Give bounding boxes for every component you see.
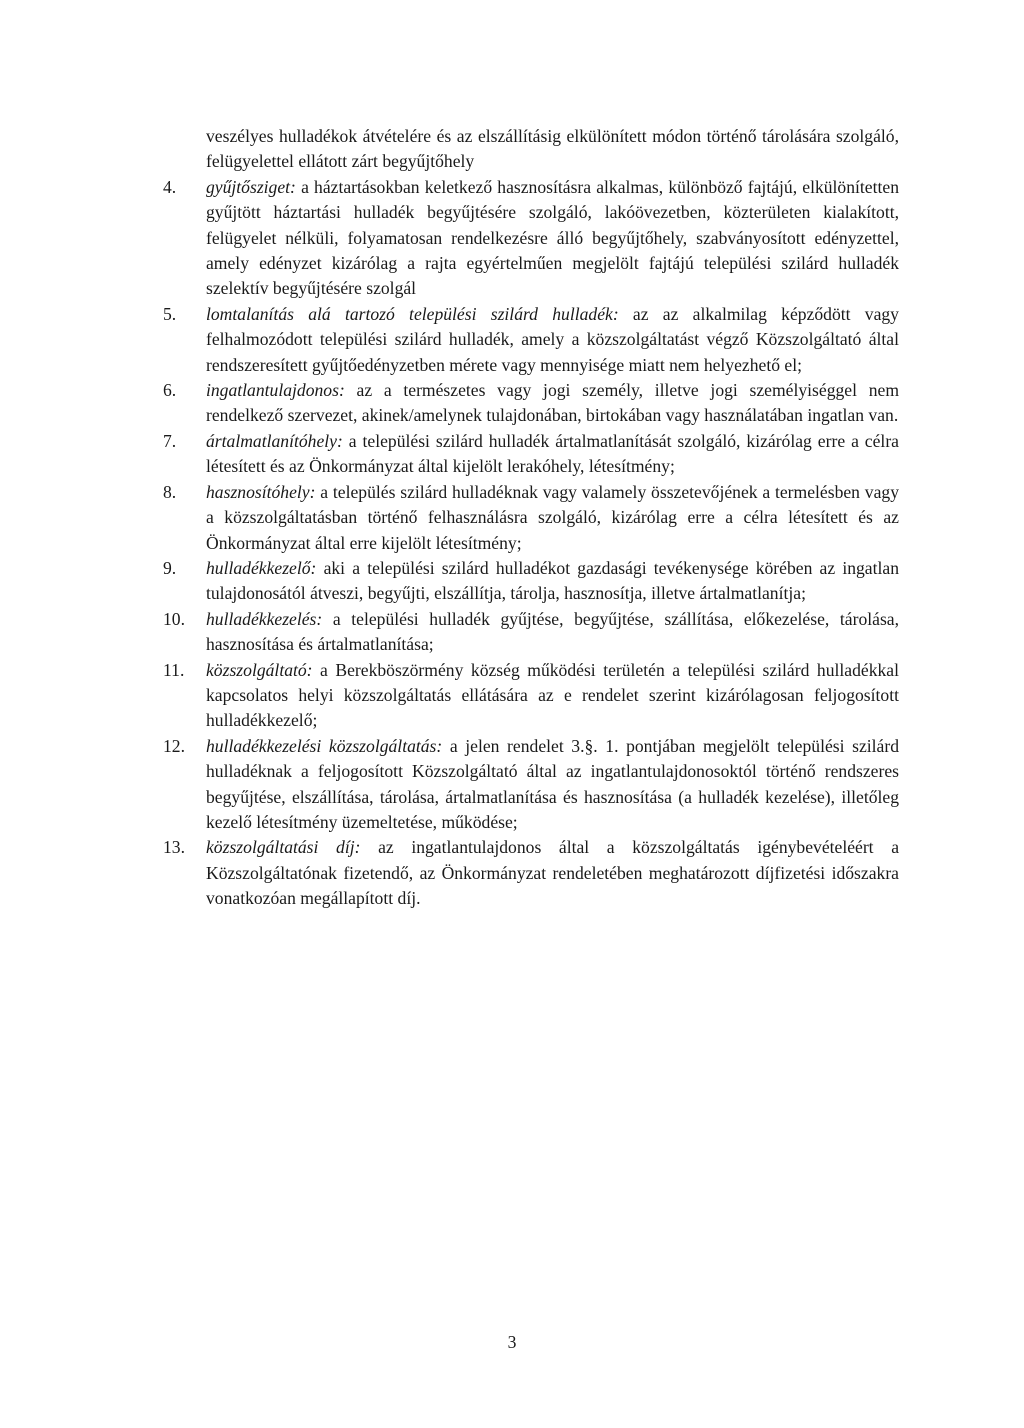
definition-item-4 [163, 175, 899, 302]
definition-text: az az alkalmilag képződött vagy felhalmozódott települési szilárd hulladék, amely a közszolgáltatást végző Közszolgáltató által rendszeresített gyűjtőedényzetben mérete vagy mennyisége miatt nem helyezhető el; [206, 303, 899, 375]
item-number: 10. [163, 608, 185, 629]
definition-item-11 [163, 658, 899, 734]
item-number: 13. [163, 837, 185, 858]
defined-term: ártalmatlanítóhely: [206, 430, 343, 451]
defined-term: közszolgáltatási díj: [206, 837, 361, 858]
defined-term: lomtalanítás alá tartozó települési szilárd hulladék: [206, 303, 619, 324]
defined-term: ingatlantulajdonos: [206, 380, 345, 401]
continuation-paragraph: veszélyes hulladékok átvételére és az elszállításig elkülönített módon történő tárolására szolgáló, felügyelettel ellátott zárt begyűjtőhely [206, 126, 899, 172]
defined-term: hasznosítóhely: [206, 481, 316, 502]
definition-item-12 [163, 734, 899, 836]
defined-term: közszolgáltató: [206, 659, 313, 680]
definition-item-9 [163, 556, 899, 607]
item-number: 8. [163, 481, 177, 502]
definition-item-8 [163, 480, 899, 556]
definition-text: a háztartásokban keletkező hasznosításra alkalmas, különböző fajtájú, elkülönítetten gyűjtött háztartási hulladék begyűjtésére szolgáló, lakóövezetben, közterületen kialakított, felügyelet nélküli, folyamatosan rendelkezésre álló begyűjtőhely, szabványosított edényzettel, amely edényzet kizárólag a rajta egyértelműen megjelölt fajtájú települési szilárd hulladék szelektív begyűjtésére szolgál [206, 176, 899, 299]
definition-text: a Berekböszörmény község működési területén a települési szilárd hulladékkal kapcsolatos helyi közszolgáltatás ellátására az e rendelet szerint kizárólagosan feljogosított hulladékkezelő; [206, 659, 899, 731]
definition-text: az ingatlantulajdonos által a közszolgáltatás igénybevételéért a Közszolgáltatónak fizetendő, az Önkormányzat rendeletében meghatározott díjfizetési időszakra vonatkozóan megállapított díj. [206, 837, 899, 909]
item-number: 6. [163, 380, 177, 401]
page-number: 3 [507, 1332, 517, 1352]
definition-text: aki a települési szilárd hulladékot gazdasági tevékenysége körében az ingatlan tulajdonosától átveszi, begyűjti, elszállítja, tárolja, hasznosítja, illetve ártalmatlanítja; [206, 557, 899, 604]
definition-item-13 [163, 835, 899, 911]
definitions-list [163, 124, 899, 912]
definition-item-7 [163, 429, 899, 480]
defined-term: hulladékkezelési közszolgáltatás: [206, 735, 443, 756]
defined-term: gyűjtősziget: [206, 176, 296, 197]
defined-term: hulladékkezelő: [206, 557, 317, 578]
item-number: 7. [163, 430, 177, 451]
definition-text: az a természetes vagy jogi személy, illetve jogi személyiséggel nem rendelkező szervezet, akinek/amelynek tulajdonában, birtokában vagy használatában ingatlan van. [206, 380, 899, 426]
definition-item-5 [163, 302, 899, 378]
item-number: 12. [163, 735, 185, 756]
definition-text: a település szilárd hulladéknak vagy valamely összetevőjének a termelésben vagy a közszolgáltatásban történő felhasználásra szolgáló, kizárólag erre a célra létesített és az Önkormányzat által erre kijelölt létesítmény; [206, 481, 899, 553]
item-number: 11. [163, 659, 185, 680]
definition-item-6 [163, 378, 899, 429]
definition-item-10 [163, 607, 899, 658]
definition-text: a települési szilárd hulladék ártalmatlanítását szolgáló, kizárólag erre a célra létesített és az Önkormányzat által kijelölt lerakóhely, létesítmény; [206, 430, 899, 477]
definition-text: a települési hulladék gyűjtése, begyűjtése, szállítása, előkezelése, tárolása, hasznosítása és ártalmatlanítása; [206, 608, 899, 655]
item-number: 4. [163, 176, 177, 197]
item-number: 9. [163, 557, 177, 578]
item-number: 5. [163, 303, 177, 324]
definition-text: a jelen rendelet 3.§. 1. pontjában megjelölt települési szilárd hulladéknak a feljogosított Közszolgáltató által az ingatlantulajdonosoktól történő rendszeres begyűjtése, elszállítása, tárolása, ártalmatlanítása és hasznosítása (a hulladék kezelése), illetőleg kezelő létesítmény üzemeltetése, működése; [206, 735, 899, 832]
defined-term: hulladékkezelés: [206, 608, 323, 629]
